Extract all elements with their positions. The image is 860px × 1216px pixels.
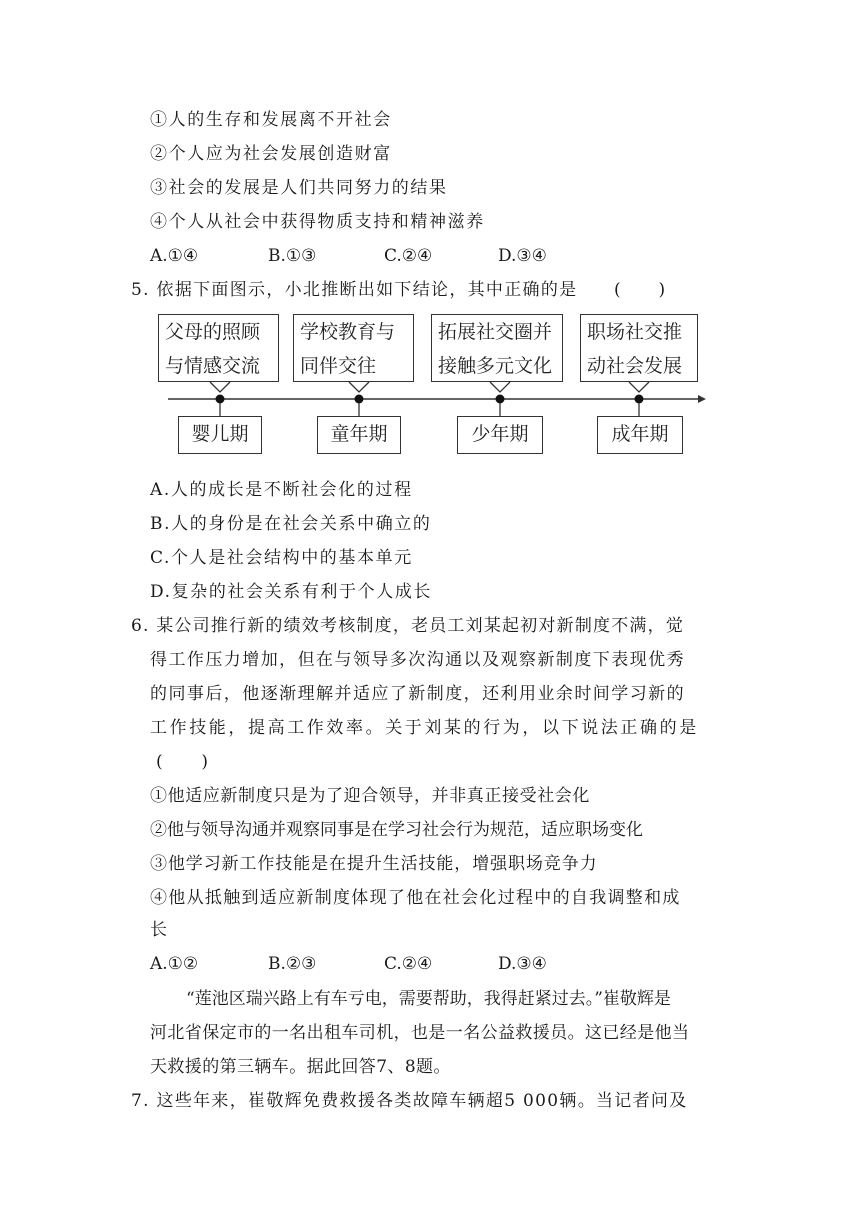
q6-answer-bracket: ( ) [156, 752, 210, 772]
timeline-dot-1 [216, 395, 225, 404]
q5-option-c: C.个人是社会结构中的基本单元 [150, 548, 413, 568]
connector-1 [210, 382, 230, 392]
box-infancy-line-2: 与情感交流 [165, 355, 261, 377]
q6-item-4-cont: 长 [150, 920, 169, 940]
q5-option-b: B.人的身份是在社会关系中确立的 [150, 514, 432, 534]
q4-options [150, 244, 710, 268]
q6-item-4: ④他从抵触到适应新制度体现了他在社会化过程中的自我调整和成 [150, 888, 681, 908]
stage-infancy: 婴儿期 [178, 416, 262, 454]
q6-stem-line-3: 的同事后，他逐渐理解并适应了新制度，还利用业余时间学习新的 [150, 684, 686, 704]
box-childhood-line-2: 同伴交往 [300, 355, 377, 377]
box-adolescence-social [431, 314, 563, 382]
timeline-dot-3 [496, 395, 505, 404]
q6-item-3: ③他学习新工作技能是在提升生活技能，增强职场竞争力 [150, 854, 598, 874]
connector-3 [490, 382, 510, 392]
q4-option-d: D.③④ [498, 246, 547, 266]
q6-option-d: D.③④ [498, 954, 547, 974]
q4-item-4: ④个人从社会中获得物质支持和精神滋养 [150, 212, 485, 232]
timeline-arrowhead [698, 395, 706, 403]
q6-stem-line-4: 工作技能，提高工作效率。关于刘某的行为，以下说法正确的是 [150, 718, 699, 738]
q6-stem-line-2: 得工作压力增加，但在与领导多次沟通以及观察新制度下表现优秀 [150, 650, 686, 670]
box-adulthood-line-1: 职场社交推 [587, 321, 683, 343]
box-adulthood-line-2: 动社会发展 [587, 355, 683, 377]
box-adolescence-line-1: 拓展社交圈并 [438, 321, 553, 343]
connector-2 [349, 382, 369, 392]
growth-stage-diagram [150, 310, 715, 460]
connector-4 [629, 382, 649, 392]
box-adolescence-line-2: 接触多元文化 [438, 355, 553, 377]
box-childhood-line-1: 学校教育与 [300, 321, 396, 343]
q6-option-b: B.②③ [268, 954, 317, 974]
q4-option-c: C.②④ [384, 246, 433, 266]
q4-option-b: B.①③ [268, 246, 317, 266]
box-infancy-care [158, 314, 279, 382]
q4-item-2: ②个人应为社会发展创造财富 [150, 144, 392, 164]
q5-option-a: A.人的成长是不断社会化的过程 [150, 480, 413, 500]
q6-options [150, 952, 710, 976]
q6-stem-line-1: 6. 某公司推行新的绩效考核制度，老员工刘某起初对新制度不满，觉 [131, 616, 685, 636]
stage-childhood: 童年期 [317, 416, 401, 454]
q4-option-a: A.①④ [150, 246, 199, 266]
material-line-1: “莲池区瑞兴路上有车亏电，需要帮助，我得赶紧过去。”崔敬辉是 [186, 989, 671, 1009]
q4-item-1: ①人的生存和发展离不开社会 [150, 110, 392, 130]
q4-item-3: ③社会的发展是人们共同努力的结果 [150, 178, 448, 198]
q5-stem: 5. 依据下面图示，小北推断出如下结论，其中正确的是 ( ) [131, 280, 667, 300]
material-line-3: 天救援的第三辆车。据此回答7、8题。 [150, 1057, 451, 1077]
box-adulthood-work [580, 314, 698, 382]
q7-stem: 7. 这些年来，崔敬辉免费救援各类故障车辆超5 000辆。当记者问及 [131, 1091, 688, 1111]
box-infancy-line-1: 父母的照顾 [165, 321, 261, 343]
stage-adolescence: 少年期 [457, 416, 543, 454]
material-line-2: 河北省保定市的一名出租车司机，也是一名公益救援员。这已经是他当 [150, 1023, 690, 1043]
q6-item-1: ①他适应新制度只是为了迎合领导，并非真正接受社会化 [150, 786, 590, 806]
q6-item-2: ②他与领导沟通并观察同事是在学习社会行为规范，适应职场变化 [150, 820, 643, 840]
q6-option-a: A.①② [150, 954, 199, 974]
stage-adulthood: 成年期 [597, 416, 683, 454]
timeline-dot-2 [355, 395, 364, 404]
q6-option-c: C.②④ [384, 954, 433, 974]
timeline-dot-4 [635, 395, 644, 404]
box-childhood-school [293, 314, 414, 382]
q5-option-d: D.复杂的社会关系有利于个人成长 [150, 582, 433, 602]
